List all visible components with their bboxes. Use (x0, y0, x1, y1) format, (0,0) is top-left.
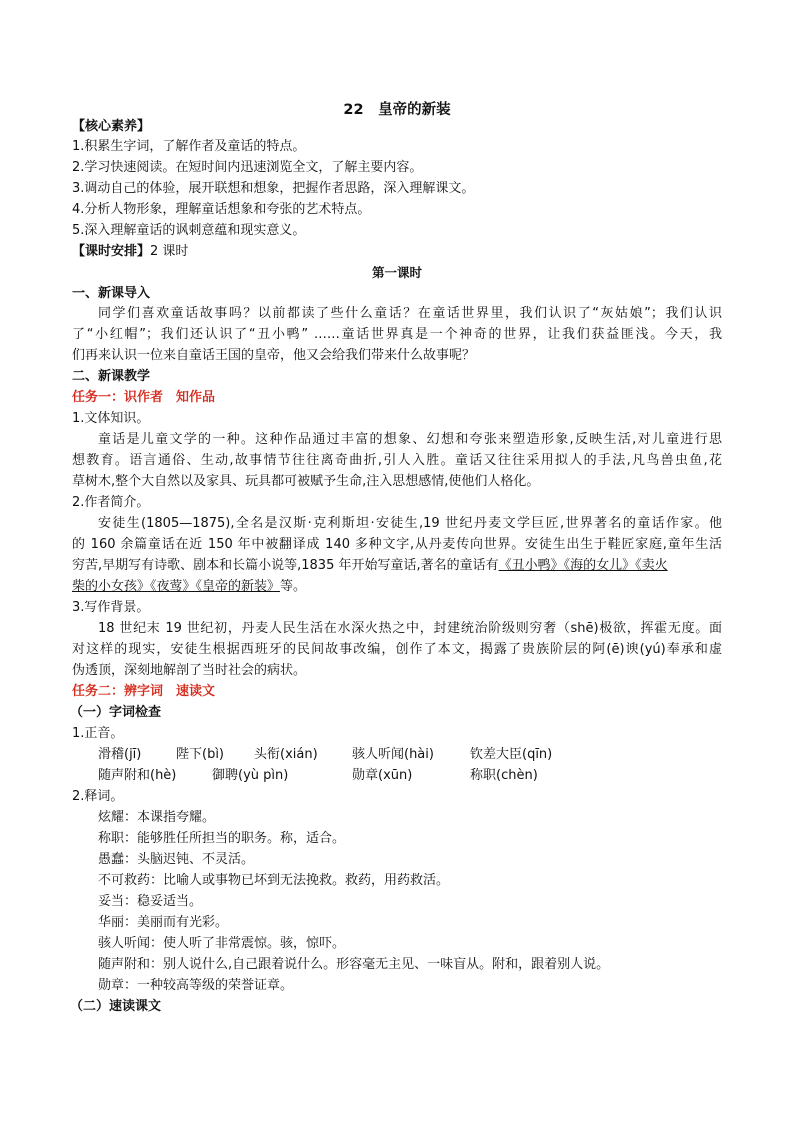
paragraph-line: 们再来认识一位来自童话王国的皇帝，他又会给我们带来什么故事呢？ (72, 348, 476, 363)
schedule-line (72, 242, 188, 262)
paragraph-line: 的 160 余篇童话在近 150 年中被翻译成 140 多种文字,从丹麦传向世界。安徒生出生于鞋匠家庭,童年生活 (72, 537, 722, 552)
sub-heading: 3.写作背景。 (72, 600, 150, 615)
part-heading: （一）字词检查 (70, 705, 162, 720)
definition-item: 愚蠢：头脑迟钝、不灵活。 (98, 852, 255, 867)
text-segment: 穷苦,早期写有诗歌、剧本和长篇小说等,1835 年开始写童话,著名的童话有 (72, 558, 499, 573)
famous-works-link: 柴的小女孩》《夜莺》《皇帝的新装》 (72, 579, 281, 594)
definition-item: 不可救药：比喻人或事物已坏到无法挽救。救药，用药救活。 (98, 873, 450, 888)
pronunciation-item: 勋章(xūn) (352, 768, 413, 783)
section-heading: 二、新课教学 (72, 369, 151, 384)
paragraph-line (72, 556, 722, 576)
section-heading: 一、新课导入 (72, 286, 151, 301)
core-item: 1.积累生字词，了解作者及童话的特点。 (72, 139, 306, 154)
lesson-title: 第一课时 (371, 265, 422, 280)
sub-heading: 1.文体知识。 (72, 411, 150, 426)
sub-heading: 1.正音。 (72, 726, 124, 741)
core-item: 2.学习快速阅读。在短时间内迅速浏览全文，了解主要内容。 (72, 160, 423, 175)
pronunciation-item: 钦差大臣(qīn) (470, 747, 553, 762)
definition-item: 称职：能够胜任所担当的职务。称，适合。 (98, 831, 346, 846)
definition-item: 骇人听闻：使人听了非常震惊。骇，惊吓。 (98, 936, 346, 951)
pronunciation-item: 滑稽(jī) (98, 747, 142, 762)
sub-heading: 2.作者简介。 (72, 495, 150, 510)
task-heading: 任务一：识作者 知作品 (72, 390, 216, 405)
paragraph-line: 童话是儿童文学的一种。这种作品通过丰富的想象、幻想和夸张来塑造形象,反映生活,对儿童进行思 (98, 432, 722, 447)
sub-heading: 2.释词。 (72, 789, 124, 804)
paragraph-line: 草树木,整个大自然以及家具、玩具都可被赋予生命,注入思想感情,使他们人格化。 (72, 474, 540, 489)
paragraph-line: 同学们喜欢童话故事吗？以前都读了些什么童话？在童话世界里，我们认识了“灰姑娘”；我们认识 (98, 306, 722, 321)
page-title: 22 皇帝的新装 (343, 102, 451, 118)
schedule-value: 2 课时 (150, 244, 189, 259)
definition-item: 随声附和：别人说什么,自己跟着说什么。形容毫无主见、一味盲从。附和，跟着别人说。 (98, 957, 610, 972)
paragraph-line: 想教育。语言通俗、生动,故事情节往往离奇曲折,引人入胜。童话又往往采用拟人的手法,凡鸟兽虫鱼,花 (72, 453, 722, 468)
definition-item: 炫耀：本课指夸耀。 (98, 810, 216, 825)
famous-works-link: 《丑小鸭》《海的女儿》《卖火 (498, 558, 668, 573)
pronunciation-item: 随声附和(hè) (98, 768, 177, 783)
core-item: 3.调动自己的体验，展开联想和想象，把握作者思路，深入理解课文。 (72, 181, 475, 196)
pronunciation-item: 陛下(bì) (176, 747, 225, 762)
paragraph-line: 伪透顶，深刻地解剖了当时社会的病状。 (72, 663, 307, 678)
task-heading: 任务二：辨字词 速读文 (72, 684, 216, 699)
paragraph-line: 了“小红帽”；我们还认识了“丑小鸭” ……童话世界真是一个神奇的世界，让我们获益匪浅。今天，我 (72, 327, 722, 342)
paragraph-line: 安徒生(1805—1875),全名是汉斯·克利斯坦·安徒生,19 世纪丹麦文学巨匠,世界著名的童话作家。他 (98, 516, 722, 531)
definition-item: 勋章：一种较高等级的荣誉证章。 (98, 978, 294, 993)
core-item: 4.分析人物形象，理解童话想象和夸张的艺术特点。 (72, 202, 371, 217)
text-segment: 等。 (280, 579, 307, 594)
definition-item: 妥当：稳妥适当。 (98, 894, 203, 909)
pronunciation-item: 御聘(yù pìn) (212, 768, 289, 783)
paragraph-line (72, 577, 306, 597)
core-item: 5.深入理解童话的讽刺意蕴和现实意义。 (72, 223, 306, 238)
part-heading: （二）速读课文 (70, 999, 162, 1014)
pronunciation-item: 骇人听闻(hài) (352, 747, 434, 762)
paragraph-line: 18 世纪末 19 世纪初，丹麦人民生活在水深火热之中，封建统治阶级则穷奢（shē)极欲，挥霍无度。面 (98, 621, 722, 636)
definition-item: 华丽：美丽而有光彩。 (98, 915, 229, 930)
pronunciation-item: 称职(chèn) (470, 768, 538, 783)
pronunciation-item: 头衔(xián) (254, 747, 318, 762)
core-heading: 【核心素养】 (72, 119, 151, 134)
schedule-label: 【课时安排】 (72, 244, 151, 259)
paragraph-line: 对这样的现实，安徒生根据西班牙的民间故事改编，创作了本文，揭露了贵族阶层的阿(ē)谀(yú)奉承和虚 (72, 642, 722, 657)
